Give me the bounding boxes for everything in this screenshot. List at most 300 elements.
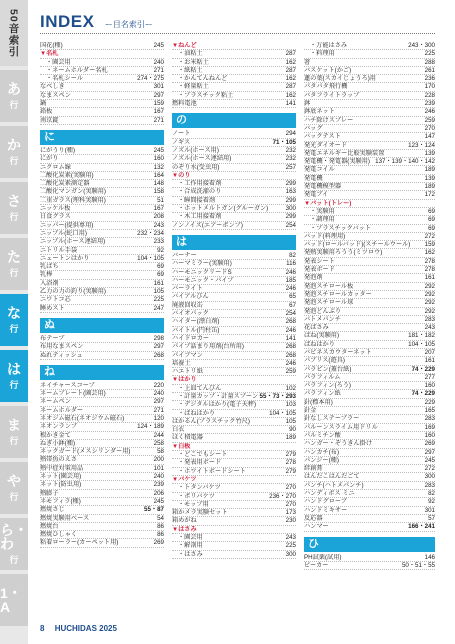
index-entry <box>172 501 296 509</box>
entry-page: 247 <box>153 304 164 312</box>
entry-name: 鉢底ネット <box>304 108 335 116</box>
tab-9[interactable] <box>0 574 28 626</box>
entry-name: のぞり水(受虫用) <box>172 163 220 171</box>
index-entry <box>304 175 435 183</box>
entry-page: 258 <box>153 439 164 447</box>
index-entry <box>172 418 296 426</box>
entry-page: 58 <box>157 448 164 456</box>
index-entry <box>172 517 296 525</box>
entry-page: 298 <box>153 334 164 342</box>
entry-name: 発電コイル <box>304 166 335 174</box>
entry-name: バックテスト <box>304 133 341 141</box>
entry-page: 271 <box>153 66 164 74</box>
entry-name: 箸 <box>304 58 311 66</box>
entry-page: 166・241 <box>408 523 435 531</box>
entry-name: バーライト <box>172 285 203 293</box>
entry-page: 162 <box>424 249 435 257</box>
index-entry <box>304 341 435 349</box>
index-entry <box>40 147 164 155</box>
entry-page: 236 <box>424 75 435 83</box>
entry-page: 124・189 <box>137 423 164 431</box>
entry-name: バイオパック <box>172 310 209 318</box>
tab-0[interactable] <box>0 70 28 122</box>
entry-name: バーナー <box>172 251 197 259</box>
entry-page: 269 <box>424 440 435 448</box>
entry-page: 287 <box>285 50 296 58</box>
index-entry <box>172 451 296 459</box>
entry-name: ニッケル板 <box>40 205 71 213</box>
index-entry <box>172 493 296 501</box>
entry-name: ハンドミキサー <box>304 506 348 514</box>
entry-name: ・瞬間接着剤 <box>178 196 216 204</box>
entry-page: 146 <box>424 553 435 561</box>
entry-name: 二酸化炭素測定器 <box>40 180 90 188</box>
entry-name: バビネスカウターネット <box>304 348 372 356</box>
entry-page: 239 <box>424 100 435 108</box>
index-entry <box>40 415 164 423</box>
index-category <box>172 443 296 451</box>
entry-page: 162 <box>285 58 296 66</box>
index-entry <box>304 150 435 158</box>
entry-page: 161 <box>424 357 435 365</box>
index-entry <box>40 305 164 313</box>
index-entry <box>40 155 164 163</box>
tab-2[interactable] <box>0 182 28 234</box>
entry-name: ・料理用 <box>310 50 335 58</box>
entry-name: バッド(ロールバッド)(スチールウール) <box>304 241 411 249</box>
entry-page: 71・105 <box>272 138 296 146</box>
index-entry <box>304 108 435 116</box>
index-entry <box>40 188 164 196</box>
entry-page: 294 <box>285 130 296 138</box>
entry-page: 299 <box>285 196 296 204</box>
tab-1[interactable] <box>0 126 28 178</box>
index-header <box>40 12 435 34</box>
entry-name: 発表ボード <box>304 266 335 274</box>
index-entry <box>172 75 296 83</box>
index-entry <box>40 205 164 213</box>
index-entry <box>304 183 435 191</box>
entry-page: 162 <box>285 91 296 99</box>
tab-gyou: 行 <box>9 379 19 390</box>
entry-name: ▼はさみ <box>172 525 197 533</box>
entry-page: 104・105 <box>408 340 435 348</box>
entry-page: 172 <box>424 191 435 199</box>
tab-head <box>0 0 28 66</box>
entry-page: 299 <box>285 213 296 221</box>
entry-page: 225 <box>153 296 164 304</box>
index-entry <box>172 484 296 492</box>
entry-page: 181・182 <box>408 332 435 340</box>
index-entry <box>304 523 435 531</box>
index-category <box>40 50 164 58</box>
index-entry <box>172 269 296 277</box>
entry-page: 278 <box>424 266 435 274</box>
tab-kana: あ <box>7 80 21 97</box>
entry-name: 発泡どんぶり <box>304 307 342 315</box>
entry-name: 日食グラス <box>40 213 71 221</box>
tab-kana: さ <box>7 192 21 209</box>
entry-page: 246 <box>424 108 435 116</box>
entry-page: 245 <box>153 497 164 505</box>
entry-page: 230 <box>285 517 296 525</box>
entry-page: 268 <box>285 343 296 351</box>
section-header: ひ <box>304 537 435 552</box>
entry-name: 布用なまスペン <box>40 343 84 351</box>
entry-name: ・万能はさみ <box>310 42 348 49</box>
entry-name: ニワトコ芯 <box>40 296 71 304</box>
entry-name: パラフィルム <box>304 373 341 381</box>
entry-page: 220 <box>153 381 164 389</box>
entry-name: ビーカー <box>304 561 329 569</box>
entry-page: 299 <box>285 180 296 188</box>
index-entry <box>304 133 435 141</box>
index-entry <box>172 130 296 138</box>
tab-5[interactable] <box>0 350 28 402</box>
index-entry <box>304 42 435 50</box>
entry-page: 228 <box>424 91 435 99</box>
entry-page: 246 <box>285 359 296 367</box>
entry-name: ・お米粘土 <box>178 58 209 66</box>
entry-name: ▼ねんど <box>172 42 197 49</box>
index-entry <box>40 67 164 75</box>
section-header: ね <box>40 365 164 380</box>
entry-name: ・合成洗濯のり <box>178 188 222 196</box>
entry-name: 発泡スチロール板 <box>304 282 354 290</box>
entry-name: ニトリル手袋 <box>40 246 78 254</box>
index-entry <box>40 172 164 180</box>
index-entry <box>304 283 435 291</box>
entry-name: ノート <box>172 130 191 138</box>
entry-name: ほく積電器 <box>172 434 203 442</box>
entry-page: 268 <box>285 351 296 359</box>
entry-page: 161 <box>153 279 164 287</box>
index-entry <box>172 197 296 205</box>
index-entry <box>304 166 435 174</box>
tab-6[interactable] <box>0 406 28 458</box>
tab-gyou: 行 <box>9 435 19 446</box>
index-entry <box>304 407 435 415</box>
index-category <box>172 42 296 50</box>
entry-page: 74・229 <box>411 365 435 373</box>
entry-name: パラフィン紙 <box>304 390 341 398</box>
index-entry <box>172 92 296 100</box>
entry-name: ・プラスチックバット <box>310 224 372 232</box>
entry-name: 乙力の力の釣り(実験用) <box>40 288 106 296</box>
tab-kana: は <box>7 360 21 377</box>
entry-name: ・紙粘土 <box>178 66 203 74</box>
index-entry <box>40 92 164 100</box>
entry-page: 272 <box>424 465 435 473</box>
entry-page: 278 <box>285 459 296 467</box>
entry-name: 反応器 <box>304 514 323 522</box>
entry-page: 185 <box>285 276 296 284</box>
entry-page: 170 <box>424 83 435 91</box>
entry-page: 254 <box>285 310 296 318</box>
tab-kana: ら・わ <box>0 521 28 552</box>
entry-page: 283 <box>424 315 435 323</box>
entry-page: 272 <box>424 232 435 240</box>
entry-name: 針なしステープラー <box>304 415 360 423</box>
entry-page: 268 <box>285 318 296 326</box>
entry-page: 297 <box>424 448 435 456</box>
entry-page: 301 <box>424 506 435 514</box>
index-entry <box>172 213 296 221</box>
entry-page: 297 <box>153 398 164 406</box>
index-entry <box>40 288 164 296</box>
section-header: ぬ <box>40 318 164 333</box>
index-entry <box>172 50 296 58</box>
tab-kana: や <box>7 472 21 489</box>
index-entry <box>40 197 164 205</box>
index-entry <box>172 393 296 401</box>
index-entry <box>304 258 435 266</box>
tab-8[interactable] <box>0 518 28 570</box>
entry-name: バッグ <box>304 124 323 132</box>
index-entry <box>40 247 164 255</box>
tab-3[interactable] <box>0 238 28 290</box>
entry-page: 159 <box>424 241 435 249</box>
entry-page: 141 <box>285 334 296 342</box>
brand-label: HUCHIDAS 2025 <box>54 624 117 633</box>
entry-name: ばね(実験用) <box>304 332 340 340</box>
index-entry <box>40 117 164 125</box>
entry-name: ・解剖用 <box>178 542 203 550</box>
entry-name: 熱帯魚のえさ <box>40 456 78 464</box>
entry-name: ニクロム線 <box>40 163 71 171</box>
index-entry <box>304 67 435 75</box>
index-entry <box>172 468 296 476</box>
index-entry <box>304 191 435 199</box>
index-entry <box>40 506 164 514</box>
entry-page: 243・300 <box>408 42 435 49</box>
index-entry <box>40 108 164 116</box>
entry-page: 207 <box>424 348 435 356</box>
entry-name: パンジー(種) <box>304 456 339 464</box>
index-entry <box>40 531 164 539</box>
index-entry <box>172 310 296 318</box>
entry-name: パブリス(遊具) <box>304 357 345 365</box>
index-entry <box>304 424 435 432</box>
entry-page: 57 <box>428 514 435 522</box>
entry-name: ネオンランプ <box>40 423 78 431</box>
index-entry <box>304 83 435 91</box>
entry-name: ネモフィラ(種) <box>40 497 81 505</box>
index-entry <box>304 382 435 390</box>
index-entry <box>40 238 164 246</box>
index-entry <box>40 515 164 523</box>
entry-page: 189 <box>285 434 296 442</box>
entry-page: 259 <box>285 368 296 376</box>
entry-name: 発電エネルギー比較実験装置 <box>304 149 385 157</box>
entry-name: バタフライトラップ <box>304 91 360 99</box>
entry-page: 137・139・140・142 <box>375 158 435 166</box>
index-entry <box>304 316 435 324</box>
entry-page: 102 <box>285 384 296 392</box>
index-entry <box>304 490 435 498</box>
entry-page: 271 <box>153 116 164 124</box>
entry-page: 270 <box>424 124 435 132</box>
index-entry <box>304 349 435 357</box>
index-entry <box>304 554 435 562</box>
entry-page: 229 <box>424 398 435 406</box>
index-entry <box>40 271 164 279</box>
entry-name: ばねはかり <box>304 340 335 348</box>
index-entry <box>172 302 296 310</box>
index-entry <box>304 233 435 241</box>
index-entry <box>172 343 296 351</box>
entry-name: 燃焼さじ <box>40 506 65 514</box>
entry-name: ・上皿てんびん <box>178 384 222 392</box>
entry-page: 92 <box>428 498 435 506</box>
index-entry <box>172 147 296 155</box>
index-entry <box>40 335 164 343</box>
entry-name: 根かき金て <box>40 431 71 439</box>
entry-name: ・トタンバケツ <box>178 484 221 492</box>
entry-name: パルミチン酸 <box>304 431 341 439</box>
entry-name: 培養土 <box>172 359 191 367</box>
index-entry <box>304 249 435 257</box>
entry-name: ネームホルダー <box>40 406 84 414</box>
entry-name: パラフィン(ろう) <box>304 382 351 390</box>
entry-page: 278 <box>424 257 435 265</box>
entry-name: パルーンスライム用ドリル <box>304 423 378 431</box>
index-entry <box>172 83 296 91</box>
entry-name: ・かんてんねんど <box>178 75 228 83</box>
entry-page: 270 <box>285 500 296 508</box>
tab-kana: な <box>7 304 21 321</box>
index-entry <box>40 280 164 288</box>
index-entry <box>40 42 164 50</box>
index-entry <box>172 188 296 196</box>
entry-page: 208 <box>153 213 164 221</box>
index-entry <box>304 241 435 249</box>
entry-name: にがうり(種) <box>40 146 76 154</box>
tab-4[interactable] <box>0 294 28 346</box>
index-entry <box>40 180 164 188</box>
entry-name: 粘着ローラー(カーペット用) <box>40 539 119 547</box>
entry-name: 燃料電池 <box>172 100 197 108</box>
entry-name: ノズル(ホース連結用) <box>172 155 232 163</box>
entry-name: ハンガー・ぞうきん掛け <box>304 440 373 448</box>
index-column-3 <box>304 42 435 570</box>
index-entry <box>172 180 296 188</box>
index-entry <box>40 523 164 531</box>
entry-name: ハイター(漂白剤) <box>172 318 220 326</box>
entry-page: 300 <box>285 550 296 558</box>
entry-page: 103 <box>285 401 296 409</box>
index-entry <box>40 222 164 230</box>
index-entry <box>40 59 164 67</box>
entry-page: 233 <box>153 238 164 246</box>
index-entry <box>172 509 296 517</box>
entry-page: 292 <box>424 299 435 307</box>
index-entry <box>304 291 435 299</box>
index-entry <box>304 440 435 448</box>
index-entry <box>172 410 296 418</box>
entry-page: 189 <box>424 166 435 174</box>
index-entry <box>172 155 296 163</box>
entry-name: ・発表用ボード <box>178 459 222 467</box>
entry-page: 245 <box>153 146 164 154</box>
index-tab-strip <box>0 0 28 644</box>
index-entry <box>40 473 164 481</box>
entry-page: 160 <box>424 431 435 439</box>
entry-page: 277 <box>424 373 435 381</box>
index-entry <box>40 352 164 360</box>
entry-name: 燃焼台 <box>40 522 59 530</box>
index-entry <box>172 222 296 230</box>
entry-page: 74・229 <box>411 390 435 398</box>
index-entry <box>304 390 435 398</box>
entry-page: 297 <box>153 343 164 351</box>
tab-kana: た <box>7 248 21 265</box>
index-entry <box>304 473 435 481</box>
index-entry <box>172 260 296 268</box>
tab-7[interactable] <box>0 462 28 514</box>
index-entry <box>40 343 164 351</box>
index-entry <box>40 75 164 83</box>
index-entry <box>40 490 164 498</box>
entry-name: ノギス <box>172 138 191 146</box>
index-entry <box>40 164 164 172</box>
entry-name: 熱中症対策用品 <box>40 464 84 472</box>
entry-name: 発泡剤 <box>304 274 323 282</box>
entry-page: 82 <box>289 251 296 259</box>
entry-name: 乳棒 <box>40 271 53 279</box>
index-entry <box>304 515 435 523</box>
entry-name: 発熱実験用ろうう(ミツロウ) <box>304 249 383 257</box>
entry-page: 65 <box>289 293 296 301</box>
index-entry <box>40 255 164 263</box>
entry-name: 二酸化マンガン(実験用) <box>40 188 106 196</box>
entry-name: 発電機・発電器(実験用) <box>304 158 370 166</box>
entry-page: 287 <box>285 66 296 74</box>
index-entry <box>172 277 296 285</box>
entry-name: バイアルびん <box>172 293 209 301</box>
entry-name: ・油粘土 <box>178 50 203 58</box>
tab-gyou: 行 <box>9 211 19 222</box>
index-entry <box>304 299 435 307</box>
index-entry <box>172 59 296 67</box>
index-entry <box>172 164 296 172</box>
index-entry <box>40 100 164 108</box>
index-entry <box>304 324 435 332</box>
entry-name: 白衣 <box>172 426 185 434</box>
index-entry <box>172 352 296 360</box>
entry-name: 乳ばち <box>40 263 59 271</box>
entry-page: 167 <box>153 108 164 116</box>
entry-name: ▼白板 <box>172 442 191 450</box>
entry-name: 熱膨子 <box>40 489 59 497</box>
entry-name: ・工作用接着剤 <box>178 180 222 188</box>
index-entry <box>40 432 164 440</box>
index-entry <box>172 542 296 550</box>
entry-name: ・モップ用 <box>178 500 209 508</box>
entry-page: 287 <box>285 83 296 91</box>
tab-kana: 1・A <box>0 585 22 615</box>
entry-page: 269 <box>153 539 164 547</box>
entry-name: バトメパンチ <box>304 315 341 323</box>
index-entry <box>304 465 435 473</box>
index-entry <box>304 308 435 316</box>
entry-page: 240 <box>153 473 164 481</box>
entry-name: パンチ(ハトメパンチ) <box>304 481 364 489</box>
entry-name: ニュートンはかり <box>40 254 90 262</box>
entry-name: ネイチャースコープ <box>40 381 95 389</box>
index-entry <box>40 481 164 489</box>
index-entry <box>172 426 296 434</box>
